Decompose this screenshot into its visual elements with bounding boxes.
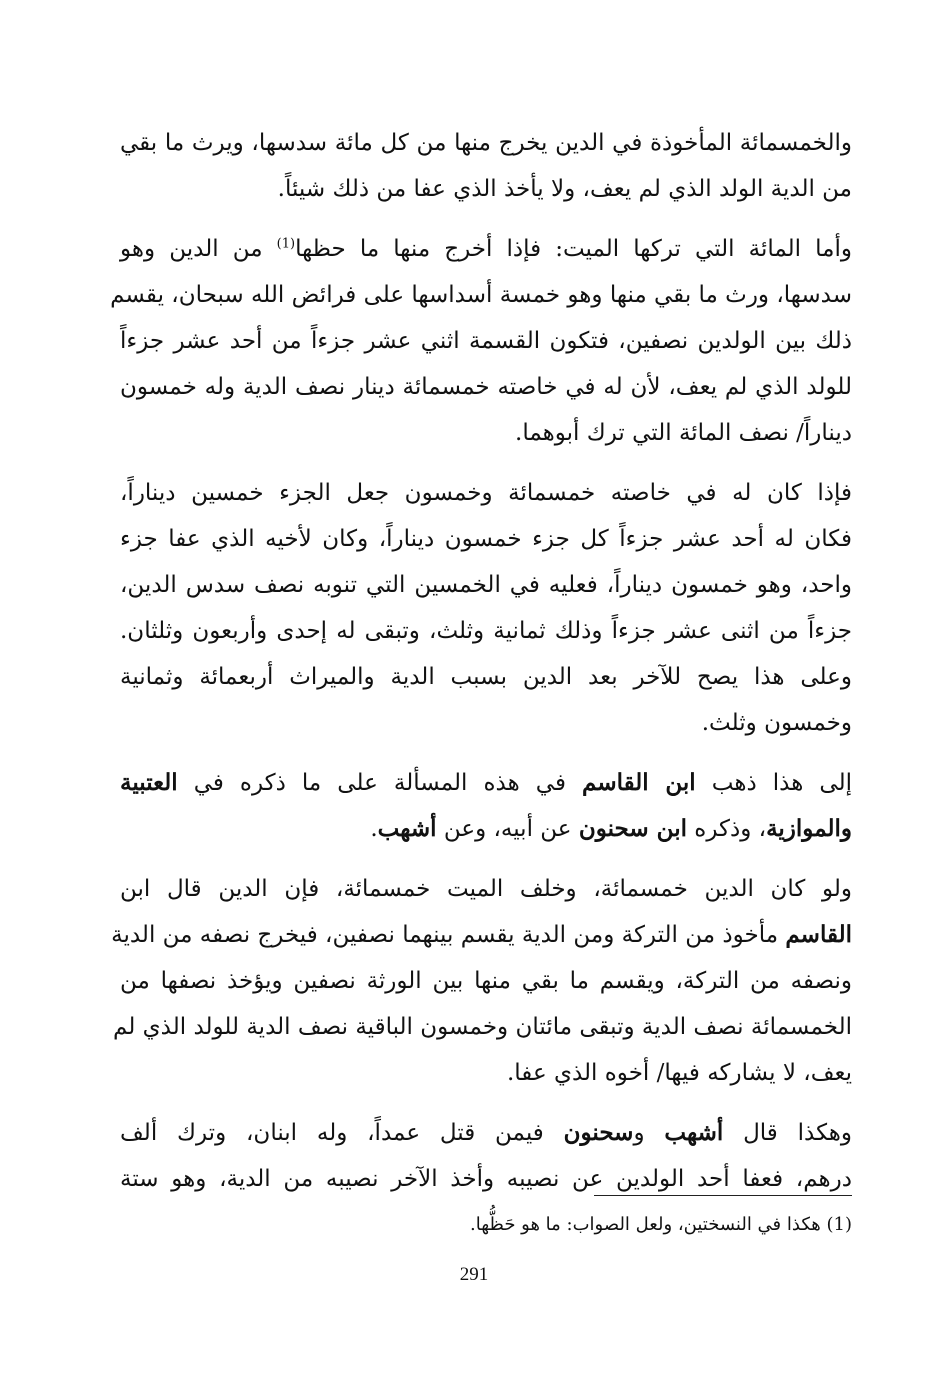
text-line: ديناراً/ نصف المائة التي ترك أبوهما. (515, 420, 852, 446)
text-line (120, 1110, 852, 1156)
text-line: الخمسمائة نصف الدية وتبقى مائتان وخمسون الباقية نصف الدية للولد الذي لم (113, 1014, 852, 1040)
page-number: 291 (459, 1264, 489, 1285)
name-ibn-al-qasim: ابن القاسم (582, 769, 696, 796)
name-ibn-sahnun: ابن سحنون (578, 815, 687, 842)
text-line (120, 226, 852, 272)
text-line: والخمسمائة المأخوذة في الدين يخرج منها من كل مائة سدسها، ويرث ما بقي (120, 130, 852, 156)
name-ashhab: أشهب (377, 815, 437, 842)
text-line: للولد الذي لم يعف، لأن له في خاصته خمسمائة دينار نصف الدية وله خمسون (120, 374, 852, 400)
text-segment: ، وذكره (686, 816, 767, 842)
text-segment: فيمن قتل عمداً، وله ابنان، وترك ألف (120, 1120, 564, 1146)
text-segment: وهكذا قال (723, 1120, 853, 1146)
text-line: درهم، فعفا أحد الولدين عن نصيبه وأخذ الآخر نصيبه من الدية، وهو ستة (120, 1166, 852, 1192)
name-ashhab: أشهب (664, 1119, 724, 1146)
paragraph-4 (120, 760, 852, 852)
text-segment: من الدين وهو (120, 236, 277, 262)
paragraph-3 (120, 470, 852, 746)
text-segment: . (370, 816, 378, 842)
text-segment: عن أبيه، وعن (436, 816, 579, 842)
name-al-qasim: القاسم (785, 921, 852, 948)
footnote: (1) هكذا في النسختين، ولعل الصواب: ما هو حَظُّها. (470, 1214, 852, 1235)
text-line: جزءاً من اثنى عشر جزءاً وذلك ثمانية وثلث، وتبقى له إحدى وأربعون وثلثان. (120, 618, 852, 644)
paragraph-5 (111, 866, 852, 1096)
text-line: فكان له أحد عشر جزءاً كل جزء خمسون ديناراً، وكان لأخيه الذي عفا جزء (120, 526, 852, 552)
text-line: ذلك بين الولدين نصفين، فتكون القسمة اثني عشر جزءاً من أحد عشر جزءاً (120, 328, 852, 354)
text-line: ولو كان الدين خمسمائة، وخلف الميت خمسمائة، فإن الدين قال ابن (120, 876, 852, 902)
text-line: سدسها، ورث ما بقي منها وهو خمسة أسداسها على فرائض الله سبحان، يقسم (110, 282, 852, 308)
name-sahnun: سحنون (563, 1119, 634, 1146)
text-line: وعلى هذا يصح للآخر بعد الدين بسبب الدية والميراث أربعمائة وثمانية (120, 664, 852, 690)
paragraph-6 (120, 1110, 852, 1202)
text-line (120, 760, 852, 806)
text-line: ونصفه من التركة، ويقسم ما بقي منها بين الورثة نصفين ويؤخذ نصفها من (120, 968, 852, 994)
text-segment: وأما المائة التي تركها الميت: فإذا أخرج منها ما حظها (295, 236, 852, 262)
footnote-reference[interactable]: (1) (276, 236, 296, 252)
text-line: من الدية الولد الذي لم يعف، ولا يأخذ الذي عفا من ذلك شيئاً. (277, 176, 852, 202)
text-segment: إلى هذا ذهب (695, 770, 852, 796)
paragraph-1 (120, 120, 852, 212)
text-segment: مأخوذ من التركة ومن الدية يقسم بينهما نصفين، فيخرج نصفه من الدية (111, 922, 779, 948)
footnote-divider (594, 1195, 852, 1196)
text-line: واحد، وهو خمسون ديناراً، فعليه في الخمسين التي تنوبه نصف سدس الدين، (120, 572, 852, 598)
text-line: فإذا كان له في خاصته خمسمائة وخمسون جعل الجزء خمسين ديناراً، (120, 480, 852, 506)
book-al-utbiyya: العتبية (120, 769, 178, 796)
book-al-mawwaziyya: والموازية (766, 815, 852, 842)
paragraph-2 (110, 226, 852, 456)
text-line (111, 912, 852, 958)
page-body (110, 120, 853, 1216)
text-segment: و (633, 1120, 665, 1146)
text-line: يعف، لا يشاركه فيها/ أخوه الذي عفا. (506, 1060, 852, 1086)
text-line: وخمسون وثلث. (701, 710, 852, 736)
text-line (120, 806, 852, 852)
text-segment: في هذه المسألة على ما ذكره في (177, 770, 583, 796)
